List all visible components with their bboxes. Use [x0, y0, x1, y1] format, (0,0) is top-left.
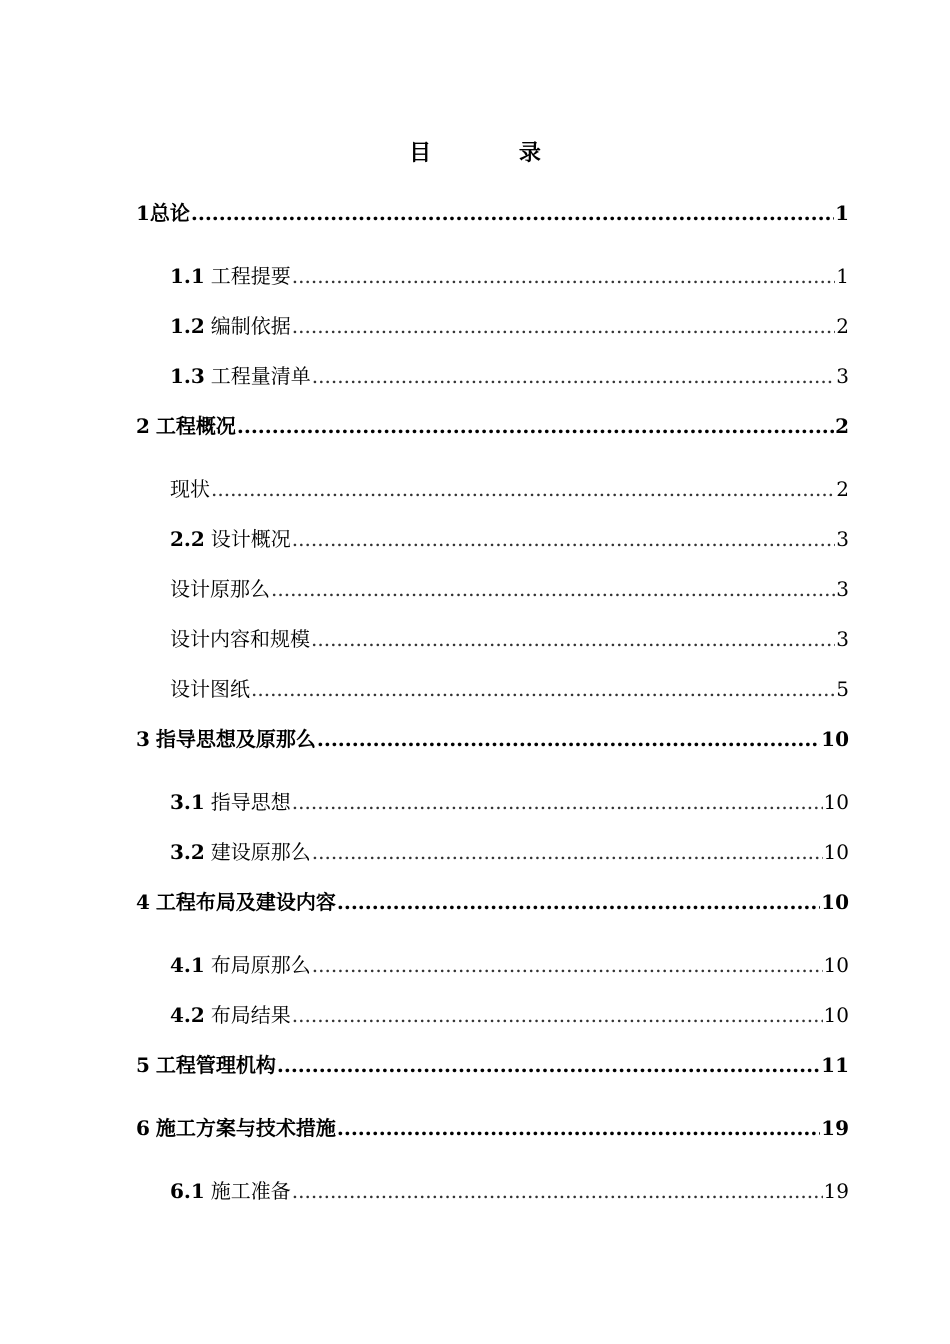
toc-entry-6[interactable] [136, 1115, 849, 1141]
toc-entry-number: 4 [136, 890, 150, 914]
toc-entry-text: 设计概况 [210, 527, 291, 551]
toc-entry-page: 10 [823, 953, 849, 977]
toc-entry-2-2[interactable] [170, 526, 849, 552]
toc-entry-4-1[interactable] [170, 952, 849, 978]
toc-leader-dots [337, 889, 820, 915]
toc-entry-2-4[interactable] [170, 626, 849, 652]
toc-entry-number: 3 [136, 727, 150, 751]
toc-entry-text: 设计原那么 [170, 577, 270, 601]
toc-entry-2-5[interactable] [170, 676, 849, 702]
toc-leader-dots [211, 476, 835, 502]
toc-entry-page: 1 [835, 201, 849, 225]
toc-entry-1-2[interactable] [170, 313, 849, 339]
toc-entry-page: 10 [823, 1003, 849, 1027]
toc-entry-text: 工程量清单 [210, 364, 311, 388]
toc-entry-3-2[interactable] [170, 839, 849, 865]
toc-entry-2-3[interactable] [170, 576, 849, 602]
toc-leader-dots [312, 839, 823, 865]
toc-entry-page: 3 [836, 627, 849, 651]
toc-entry-2[interactable] [136, 413, 849, 439]
toc-entry-number: 1 [136, 201, 150, 225]
toc-entry-4-2[interactable] [170, 1002, 849, 1028]
toc-leader-dots [237, 413, 834, 439]
toc-entry-page: 5 [836, 677, 849, 701]
toc-entry-text: 总论 [149, 201, 190, 225]
toc-entry-text: 建设原那么 [210, 840, 311, 864]
toc-entry-text: 工程提要 [210, 264, 291, 288]
toc-entry-number: 5 [136, 1053, 150, 1077]
toc-entry-text: 设计图纸 [170, 677, 250, 701]
toc-entry-1-1[interactable] [170, 263, 849, 289]
toc-entry-number: 6 [136, 1116, 150, 1140]
toc-entry-text: 编制依据 [210, 314, 291, 338]
toc-entry-page: 3 [836, 527, 849, 551]
toc-entry-text: 指导思想及原那么 [155, 727, 316, 751]
toc-entry-number: 1.1 [170, 264, 205, 288]
toc-entry-number: 2.2 [170, 527, 205, 551]
toc-entry-page: 3 [836, 577, 849, 601]
toc-leader-dots [292, 789, 823, 815]
toc-entry-page: 2 [835, 414, 849, 438]
toc-entry-page: 2 [836, 314, 849, 338]
toc-entry-page: 19 [821, 1116, 849, 1140]
toc-title: 目 录 [409, 140, 581, 166]
toc-entry-1[interactable] [136, 200, 849, 226]
toc-leader-dots [312, 952, 823, 978]
toc-leader-dots [292, 313, 835, 339]
toc-entry-number: 4.1 [170, 953, 205, 977]
toc-leader-dots [292, 1178, 823, 1204]
toc-entry-text: 施工准备 [210, 1179, 291, 1203]
toc-entry-page: 2 [836, 477, 849, 501]
toc-leader-dots [292, 526, 835, 552]
toc-entry-page: 3 [836, 364, 849, 388]
toc-leader-dots [312, 363, 835, 389]
toc-entry-2-1[interactable] [170, 476, 849, 502]
toc-leader-dots [191, 200, 834, 226]
toc-entry-page: 1 [836, 264, 849, 288]
toc-leader-dots [317, 726, 820, 752]
toc-entry-3-1[interactable] [170, 789, 849, 815]
toc-entry-page: 10 [823, 790, 849, 814]
toc-leader-dots [277, 1052, 820, 1078]
toc-entry-5[interactable] [136, 1052, 849, 1078]
toc-leader-dots [337, 1115, 820, 1141]
toc-entry-text: 设计内容和规模 [170, 627, 310, 651]
toc-entry-1-3[interactable] [170, 363, 849, 389]
toc-entry-3[interactable] [136, 726, 849, 752]
toc-leader-dots [292, 263, 835, 289]
toc-entry-number: 2 [136, 414, 150, 438]
toc-entry-page: 10 [821, 890, 849, 914]
toc-entry-text: 现状 [170, 477, 210, 501]
toc-entry-number: 1.3 [170, 364, 205, 388]
toc-entry-text: 布局原那么 [210, 953, 311, 977]
toc-entry-number: 1.2 [170, 314, 205, 338]
toc-entry-text: 工程概况 [155, 414, 236, 438]
toc-entry-number: 4.2 [170, 1003, 205, 1027]
toc-leader-dots [292, 1002, 823, 1028]
toc-entry-page: 10 [821, 727, 849, 751]
toc-entry-number: 3.2 [170, 840, 205, 864]
toc-entry-text: 布局结果 [210, 1003, 291, 1027]
toc-entry-text: 指导思想 [210, 790, 291, 814]
toc-entry-text: 施工方案与技术措施 [155, 1116, 336, 1140]
toc-leader-dots [271, 576, 835, 602]
toc-entry-page: 11 [821, 1053, 849, 1077]
toc-entry-4[interactable] [136, 889, 849, 915]
toc-entry-6-1[interactable] [170, 1178, 849, 1204]
toc-leader-dots [251, 676, 835, 702]
toc-entry-page: 19 [823, 1179, 849, 1203]
toc-entry-text: 工程布局及建设内容 [155, 890, 336, 914]
toc-leader-dots [311, 626, 835, 652]
toc-entry-page: 10 [823, 840, 849, 864]
toc-entry-number: 3.1 [170, 790, 205, 814]
toc-entry-text: 工程管理机构 [155, 1053, 276, 1077]
toc-entry-number: 6.1 [170, 1179, 205, 1203]
